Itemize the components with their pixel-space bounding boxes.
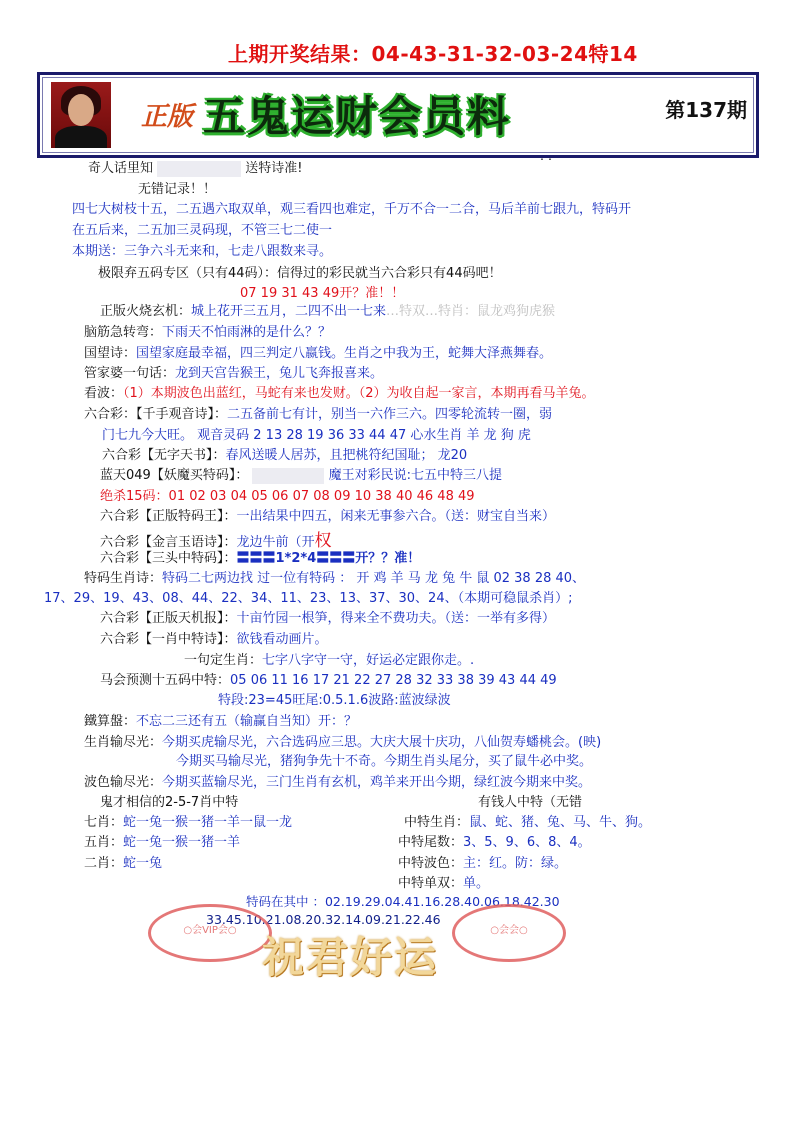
seven-zodiac-line (84, 811, 292, 830)
portrait-photo (51, 82, 111, 148)
good-luck-text: 祝君好运 (262, 933, 439, 982)
santou-label: 六合彩【三头中特码】： (100, 551, 237, 566)
tema-wang-line (100, 505, 555, 524)
fire-mystery-line (100, 300, 555, 319)
ghost-257-heading: 鬼才相信的2-5-7肖中特 (100, 795, 239, 810)
tianji-line (100, 607, 555, 626)
kill-fifteen-numbers: 绝杀15码：01 02 03 04 05 06 07 08 09 10 38 40 46 48 49 (100, 489, 475, 504)
yixiao-text: 欲钱看动画片。 (236, 632, 328, 647)
wave-text: （1）本期波色出蓝红，马蛇有来也发财。（2）为收自起一家言，本期再看马羊兔。 (123, 386, 595, 401)
right-color-text: 主：红。防：绿。 (463, 856, 568, 871)
yixiao-label: 六合彩【一肖中特诗】： (100, 632, 237, 647)
right-zodiac-label: 中特生肖： (404, 815, 470, 830)
two-zodiac-label: 二肖： (84, 856, 124, 871)
one-sentence-text: 七字八字守一守，好运必定跟你走。. (262, 653, 475, 668)
fire-mystery-tail: …特双…特肖：鼠龙鸡狗虎猴 (386, 304, 556, 319)
zodiac-lose-line-2: 今期买马输尽光，猪狗争先十不奇。今期生肖头尾分，买了鼠牛必中奖。 (176, 754, 593, 769)
right-oddeven-label: 中特单双： (398, 876, 464, 891)
two-zodiac-text: 蛇一兔 (123, 856, 163, 871)
rich-people-heading: 有钱人中特（无错 (478, 795, 583, 810)
poem-line-1: 四七大树枝十五，二五遇六取双单，观三看四也难定，千万不合一二合，马后羊前七跟九，特码开 (72, 202, 632, 217)
fire-mystery-label: 正版火烧玄机： (100, 304, 192, 319)
tema-zodiac-label: 特码生肖诗： (84, 571, 163, 586)
last-result-heading: 上期开奖结果：04-43-31-32-03-24特14 (228, 42, 638, 66)
blurred-name (157, 161, 241, 177)
color-lose-text: 今期买蓝输尽光，三门生肖有玄机，鸡羊来开出今期，绿红波今期来中奖。 (162, 775, 592, 790)
zodiac-lose-line (84, 731, 601, 750)
housekeeper-line (84, 362, 383, 381)
abacus-text: 不忘二三还有五（输赢自当知）开：？ (136, 714, 358, 729)
wave-label: 看波： (84, 386, 124, 401)
abacus-label: 鐵算盤： (84, 714, 137, 729)
five-zodiac-label: 五肖： (84, 835, 124, 850)
jinyan-label: 六合彩【金言玉语诗】： (100, 535, 237, 550)
eliminate-five-numbers: 07 19 31 43 49开？准！！ (240, 286, 405, 301)
title-banner (37, 72, 759, 158)
guowang-label: 国望诗： (84, 346, 137, 361)
right-color-label: 中特波色： (398, 856, 464, 871)
yixiao-line (100, 628, 328, 647)
zodiac-lose-text: 今期买虎输尽光，六合选码应三思。大庆大展十庆功，八仙贺寿蟠桃会。(映) (162, 735, 602, 750)
tema-wang-label: 六合彩【正版特码王】： (100, 509, 237, 524)
color-lose-line (84, 771, 591, 790)
riddle-label: 脑筋急转弯： (84, 325, 163, 340)
right-zodiac-line (404, 811, 651, 830)
wuzi-tianshu-line (102, 444, 467, 463)
five-zodiac-line (84, 831, 240, 850)
jinyan-stamp-char: 权 (314, 531, 332, 551)
santou-text: 〓〓〓1*2*4〓〓〓开？？准！ (236, 551, 421, 566)
color-lose-label: 波色输尽光： (84, 775, 163, 790)
housekeeper-label: 管家婆一句话： (84, 366, 176, 381)
abacus-line (84, 710, 357, 729)
blurred-code (252, 468, 324, 484)
lantian-label: 蓝天049【妖魔买特码】： (100, 468, 249, 483)
line-1 (88, 157, 303, 177)
tema-zodiac-line (84, 567, 585, 586)
right-tail-label: 中特尾数： (398, 835, 464, 850)
right-oddeven-line (398, 872, 489, 891)
poem-line-2: 在五后来，二五加三灵码现，不管三七二使一 (72, 223, 333, 238)
riddle-text: 下雨天不怕雨淋的是什么？？ (162, 325, 332, 340)
banner-frame (42, 77, 754, 153)
two-zodiac-line (84, 852, 162, 871)
issue-number: 第137期 (665, 98, 747, 122)
tema-wang-text: 一出结果中四五，闲来无事参六合。（送：财宝自当来） (236, 509, 556, 524)
wuzi-tianshu-text: 春风送暖人居苏，且把桃符纪国耻； 龙20 (225, 448, 468, 463)
tema-inside-line-2: 33.45.10.21.08.20.32.14.09.21.22.46 (206, 912, 441, 927)
mahui-label: 马会预测十五码中特： (100, 673, 231, 688)
lantian-text: 魔王对彩民说:七五中特三八提 (328, 468, 502, 483)
lantian-line (100, 464, 502, 484)
wave-line (84, 382, 595, 401)
seven-zodiac-text: 蛇一兔一猴一猪一羊一鼠一龙 (123, 815, 293, 830)
tema-inside-line: 特码在其中 ：02.19.29.04.41.16.28.40.06.18.42.30 (246, 894, 560, 909)
santou-line (100, 547, 420, 566)
guowang-text: 国望家庭最幸福，四三判定八嬴钱。生肖之中我为王，蛇舞大泽燕舞春。 (136, 346, 553, 361)
page-title: 五鬼运财会员料 (203, 92, 512, 141)
guanyin-label: 六合彩：【千手观音诗】： (84, 407, 228, 422)
guowang-poem-line (84, 342, 552, 361)
tianji-label: 六合彩【正版天机报】： (100, 611, 237, 626)
jinyan-text: 龙边牛前（开 (236, 535, 315, 550)
guanyin-codes: 门七九今大旺。 观音灵码 2 13 28 19 36 33 44 47 心水生肖 羊 龙 狗 虎 (102, 428, 531, 443)
right-zodiac-text: 鼠、蛇、猪、兔、马、牛、狗。 (469, 815, 652, 830)
five-zodiac-text: 蛇一兔一猴一猪一羊 (123, 835, 241, 850)
seal-stamp-left: ○会VIP会○ (148, 904, 272, 962)
right-oddeven-text: 单。 (463, 876, 490, 891)
eliminate-five-heading: 极限弃五码专区（只有44码）：信得过的彩民就当六合彩只有44码吧！ (98, 266, 502, 281)
one-sentence-label: 一句定生肖： (184, 653, 263, 668)
tema-zodiac-text: 特码二七两边找 过一位有特码 ： 开 鸡 羊 马 龙 兔 牛 鼠 02 38 28 40、 (162, 571, 586, 586)
riddle-line (84, 321, 331, 340)
zhengban-logo: 正版 (141, 102, 194, 132)
this-issue-gift: 本期送：三争六斗无来和，七走八跟数来寻。 (72, 244, 333, 259)
right-tail-text: 3、5、9、6、8、4。 (463, 835, 591, 850)
tema-zodiac-numbers: 17、29、19、43、08、44、22、34、11、23、13、37、30、24、（本期可稳鼠杀肖）; (44, 591, 573, 606)
right-tail-line (398, 831, 591, 850)
mahui-line (100, 669, 557, 688)
guanyin-text: 二五备前七有计，别当一六作三六。四零轮流转一圈，弱 (227, 407, 553, 422)
fire-mystery-text: 城上花开三五月，二四不出一七来 (191, 304, 387, 319)
seven-zodiac-label: 七肖： (84, 815, 124, 830)
zodiac-lose-label: 生肖输尽光： (84, 735, 163, 750)
line-1-dots: . . (540, 148, 552, 163)
one-sentence-line (184, 649, 474, 668)
segment-tail-wave: 特段:23=45旺尾:0.5.1.6波路:蓝波绿波 (218, 693, 451, 708)
housekeeper-text: 龙到天宫告猴王，兔儿飞奔报喜来。 (175, 366, 384, 381)
tianji-text: 十亩竹园一根笋，得来全不费功夫。（送：一举有多得） (236, 611, 556, 626)
line-1-suffix: 送特诗准! (245, 161, 303, 176)
no-error-record: 无错记录！！ (138, 182, 217, 197)
guanyin-line (84, 403, 552, 422)
seal-stamp-right: ○会会○ (452, 904, 566, 962)
wuzi-tianshu-label: 六合彩【无字天书】： (102, 448, 226, 463)
mahui-numbers: 05 06 11 16 17 21 22 27 28 32 33 38 39 43 44 49 (230, 673, 557, 688)
line-1-prefix: 奇人话里知 (88, 161, 154, 176)
right-color-line (398, 852, 567, 871)
